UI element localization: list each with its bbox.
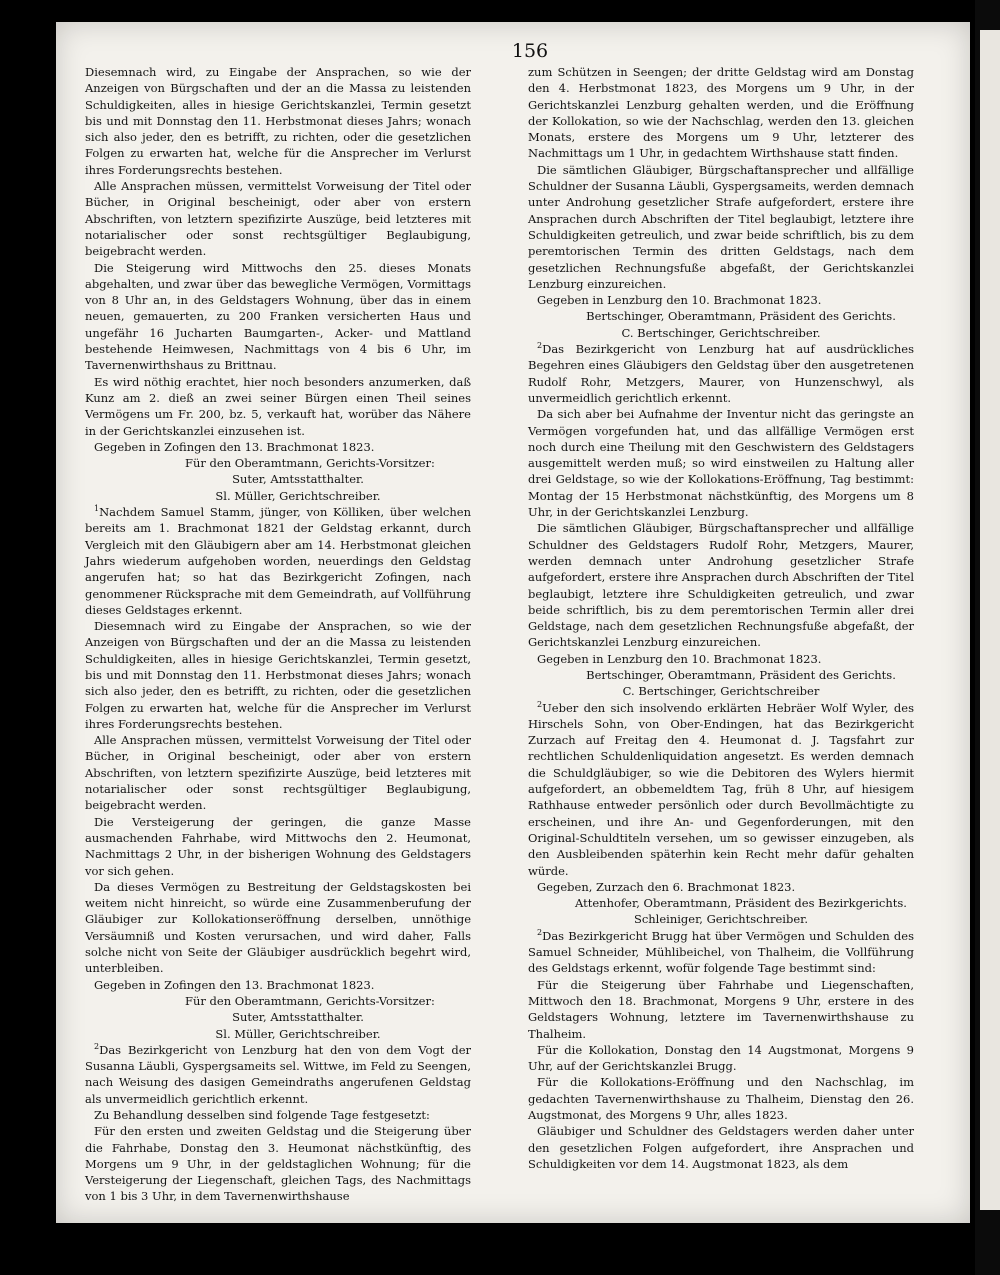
- right-column-signature-line: C. Bertschinger, Gerichtschreiber.: [621, 325, 821, 340]
- left-column-signature-line: Sl. Müller, Gerichtschreiber.: [215, 488, 381, 503]
- page-number: 156: [511, 40, 549, 62]
- notice-marker: 2: [94, 1041, 100, 1051]
- scan-border-left: [0, 0, 50, 1275]
- right-column-signature-line: Schleiniger, Gerichtschreiber.: [633, 912, 809, 927]
- left-column-signature-line: Suter, Amtsstatthalter.: [232, 1010, 364, 1025]
- right-column: [528, 64, 914, 1189]
- right-column-notice-start: [528, 928, 914, 977]
- right-column-notice-start: [528, 341, 914, 406]
- notice-marker: 2: [537, 341, 543, 351]
- notice-text: Nachdem Samuel Stamm, jünger, von Kölliken, über welchen bereits am 1. Brachmonat 1821 der Geldstag erkannt, durch Vergleich mit den Gläubigern aber am 14. Herbstmonat gleichen Jahrs wiederum aufgehoben worden, neuerdings den Geldstag angerufen hat; so hat das Bezirkgericht Zofingen, nach genommener Rücksprache mit dem Gemeindrath, auf Vollführung dieses Geldstages erkennt.: [85, 505, 471, 617]
- left-column: [85, 64, 471, 1204]
- facing-page-edge: [980, 30, 1000, 1210]
- left-column-paragraph: Die Versteigerung der geringen, die ganze Masse ausmachenden Fahrhabe, wird Mittwochs den 2. Heumonat, Nachmittags 2 Uhr, in der bisherigen Wohnung des Geldstagers vor sich gehen.: [85, 814, 471, 878]
- left-column-paragraph: Für den ersten und zweiten Geldstag und die Steigerung über die Fahrhabe, Donstag den 3. Heumonat nächstkünftig, des Morgens um 9 Uhr, in der geldstaglichen Wohnung; für die Versteigerung der Liegenschaft, gleichen Tags, des Nachmittags von 1 bis 3 Uhr, in dem Tavernenwirthshause: [85, 1124, 471, 1204]
- notice-text: Das Bezirkgericht von Lenzburg hat den von dem Vogt der Susanna Läubli, Gyspergsameits sel. Wittwe, im Feld zu Seengen, nach Weisung des dasigen Gemeindraths angerufenen Geldstag als unvermeidlich gerichtlich erkennt.: [85, 1042, 471, 1106]
- right-column-signature-line: Bertschinger, Oberamtmann, Präsident des Gerichts.: [586, 309, 896, 324]
- left-column-paragraph: Gegeben in Zofingen den 13. Brachmonat 1823.: [94, 439, 375, 454]
- notice-marker: 1: [94, 504, 100, 514]
- right-column-signature-line: Attenhofer, Oberamtmann, Präsident des Bezirkgerichts.: [575, 896, 907, 911]
- left-column-paragraph: Es wird nöthig erachtet, hier noch besonders anzumerken, daß Kunz am 2. dieß an zwei seiner Bürgen einen Theil seines Vermögens um Fr. 200, bz. 5, verkauft hat, worüber das Nähere in der Gerichtskanzlei einzusehen ist.: [85, 374, 471, 438]
- left-column-signature-line: Für den Oberamtmann, Gerichts-Vorsitzer:: [185, 993, 435, 1008]
- right-column-paragraph: Für die Steigerung über Fahrhabe und Liegenschaften, Mittwoch den 18. Brachmonat, Morgens 9 Uhr, erstere in des Geldstagers Wohnung, letztere im Tavernenwirthshause zu Thalheim.: [528, 977, 914, 1041]
- right-column-paragraph: zum Schützen in Seengen; der dritte Geldstag wird am Donstag den 4. Herbstmonat 1823, des Morgens um 9 Uhr, in der Gerichtskanzlei Lenzburg gehalten werden, und die Eröffnung der Kollokation, so wie der Nachschlag, werden den 13. gleichen Monats, erstere des Morgens um 9 Uhr, letzterer des Nachmittags um 1 Uhr, in gedachtem Wirthshause statt finden.: [528, 65, 914, 161]
- right-column-paragraph: Gläubiger und Schuldner des Geldstagers werden daher unter den gesetzlichen Folgen aufgefordert, ihre Ansprachen und Schuldigkeiten vor dem 14. Augstmonat 1823, als dem: [528, 1124, 914, 1171]
- right-column-paragraph: Für die Kollokations-Eröffnung und den Nachschlag, im gedachten Tavernenwirthshause zu Thalheim, Dienstag den 26. Augstmonat, des Morgens 9 Uhr, alles 1823.: [528, 1075, 914, 1122]
- notice-text: Das Bezirkgericht Brugg hat über Vermögen und Schulden des Samuel Schneider, Mühlibeichel, von Thalheim, die Vollführung des Geldstags erkennt, wofür folgende Tage bestimmt sind:: [528, 928, 914, 976]
- left-column-signature-line: Suter, Amtsstatthalter.: [232, 472, 364, 487]
- right-column-paragraph: Für die Kollokation, Donstag den 14 Augstmonat, Morgens 9 Uhr, auf der Gerichtskanzlei Brugg.: [528, 1042, 914, 1074]
- left-column-notice-start: [85, 1042, 471, 1107]
- left-column-paragraph: Die Steigerung wird Mittwochs den 25. dieses Monats abgehalten, und zwar über das bewegliche Vermögen, Vormittags von 8 Uhr an, in des Geldstagers Wohnung, über das in einem neuen, gemauerten, zu 200 Franken versicherten Haus und ungefähr 16 Jucharten Baumgarten-, Acker- und Mattland bestehende Heimwesen, Nachmittags von 4 bis 6 Uhr, im Tavernenwirthshaus zu Brittnau.: [85, 260, 471, 373]
- left-column-paragraph: Alle Ansprachen müssen, vermittelst Vorweisung der Titel oder Bücher, in Original bescheinigt, oder aber von erstern Abschriften, von letztern spezifizirte Auszüge, beid letzteres mit notarialischer oder sonst rechtsgültiger Beglaubigung, beigebracht werden.: [85, 179, 471, 259]
- left-column-paragraph: Da dieses Vermögen zu Bestreitung der Geldstagskosten bei weitem nicht hinreicht, so würde eine Zusammenberufung der Gläubiger zur Kollokationseröffnung derselben, unnöthige Versäumniß und Kosten verursachen, und wird daher, Falls solche nicht von Seite der Gläubiger ausdrücklich begehrt wird, unterbleiben.: [85, 879, 471, 976]
- left-column-paragraph: Diesemnach wird zu Eingabe der Ansprachen, so wie der Anzeigen von Bürgschaften und der an die Massa zu leistenden Schuldigkeiten, alles in hiesige Gerichtskanzlei, Termin gesetzt, bis und mit Donnstag den 11. Herbstmonat dieses Jahrs; wonach sich also jeder, den es betrifft, zu richten, oder die gesetzlichen Folgen zu erwarten hat, welche für die Ansprecher im Verlurst ihres Forderungsrechts bestehen.: [85, 619, 471, 731]
- left-column-paragraph: Zu Behandlung desselben sind folgende Tage festgesetzt:: [94, 1108, 430, 1122]
- left-column-signature-line: Sl. Müller, Gerichtschreiber.: [215, 1026, 381, 1041]
- right-column-paragraph: Die sämtlichen Gläubiger, Bürgschaftansprecher und allfällige Schuldner des Geldstagers Rudolf Rohr, Metzgers, Maurer, werden demnach unter Androhung gesetzlicher Strafe aufgefordert, erstere ihre Ansprachen durch Abschriften der Titel beglaubigt, letztere ihre Schuldigkeiten getreulich, und zwar beide schriftlich, bis zu dem peremtorischen Termin aller drei Geldstage, nach dem gesetzlichen Rechnungsfuße abgefaßt, der Gerichtskanzlei Lenzburg einzureichen.: [528, 521, 914, 650]
- left-column-paragraph: Diesemnach wird, zu Eingabe der Ansprachen, so wie der Anzeigen von Bürgschaften und der an die Massa zu leistenden Schuldigkeiten, alles in hiesige Gerichtskanzlei, Termin gesetzt bis und mit Donnstag den 11. Herbstmonat dieses Jahrs; wonach sich also jeder, den es betrifft, zu richten, oder die gesetzlichen Folgen zu erwarten hat, welche für die Ansprecher im Verlurst ihres Forderungsrechts bestehen.: [85, 65, 471, 177]
- right-column-signature-line: C. Bertschinger, Gerichtschreiber: [622, 684, 820, 699]
- notice-text: Das Bezirkgericht von Lenzburg hat auf ausdrückliches Begehren eines Gläubigers den Geldstag über den ausgetretenen Rudolf Rohr, Metzgers, Maurer, von Hunzenschwyl, als unvermeidlich gerichtlich erkennt.: [528, 342, 914, 405]
- left-column-paragraph: Gegeben in Zofingen den 13. Brachmonat 1823.: [94, 977, 375, 992]
- notice-marker: 2: [537, 927, 543, 937]
- right-column-signature-line: Bertschinger, Oberamtmann, Präsident des Gerichts.: [586, 667, 896, 682]
- right-column-notice-start: [528, 700, 914, 879]
- right-column-paragraph: Gegeben, Zurzach den 6. Brachmonat 1823.: [537, 879, 796, 894]
- right-column-paragraph: Da sich aber bei Aufnahme der Inventur nicht das geringste an Vermögen vorgefunden hat, und das allfällige Vermögen erst noch durch eine Theilung mit den Geschwistern des Geldstagers ausgemittelt werden muß; so wird einstweilen zu Haltung aller drei Geldstage, so wie der Kollokations-Eröffnung, Tag bestimmt: Montag der 15 Herbstmonat nächstkünftig, des Morgens um 8 Uhr, in der Gerichtskanzlei Lenzburg.: [528, 407, 914, 520]
- notice-text: Ueber den sich insolvendo erklärten Hebräer Wolf Wyler, des Hirschels Sohn, von Ober-Endingen, hat das Bezirkgericht Zurzach auf Freitag den 4. Heumonat d. J. Tagsfahrt zur rechtlichen Schuldenliquidation angesetzt. Es werden demnach die Schuldgläubiger, so wie die Debitoren des Wylers hiermit aufgefordert, an obbemeldtem Tag, früh 8 Uhr, auf hiesigem Rathhause entweder persönlich oder durch Bevollmächtigte zu erscheinen, und ihre An- und Gegenforderungen, mit den Original-Schuldtiteln versehen, um so gewisser einzugeben, als den Ausbleibenden späterhin kein Recht mehr dafür gehalten würde.: [528, 700, 914, 878]
- right-column-paragraph: Gegeben in Lenzburg den 10. Brachmonat 1823.: [537, 651, 822, 666]
- right-column-paragraph: Die sämtlichen Gläubiger, Bürgschaftansprecher und allfällige Schuldner der Susanna Läubli, Gyspergsameits, werden demnach unter Androhung gesetzlicher Strafe aufgefordert, erstere ihre Ansprachen durch Abschriften der Titel beglaubigt, letztere ihre Schuldigkeiten getreulich, und zwar beide schriftlich, bis zu dem peremtorischen Termin des dritten Geldstags, nach dem gesetzlichen Rechnungsfuße abgefaßt, der Gerichtskanzlei Lenzburg einzureichen.: [528, 162, 914, 291]
- left-column-signature-line: Für den Oberamtmann, Gerichts-Vorsitzer:: [185, 456, 435, 471]
- right-column-paragraph: Gegeben in Lenzburg den 10. Brachmonat 1823.: [537, 293, 822, 308]
- left-column-paragraph: Alle Ansprachen müssen, vermittelst Vorweisung der Titel oder Bücher, in Original bescheinigt, oder aber von erstern Abschriften, von letztern spezifizirte Auszüge, beid letzteres mit notarialischer oder sonst rechtsgültiger Beglaubigung, beigebracht werden.: [85, 733, 471, 813]
- left-column-notice-start: [85, 504, 471, 618]
- notice-marker: 2: [537, 699, 543, 709]
